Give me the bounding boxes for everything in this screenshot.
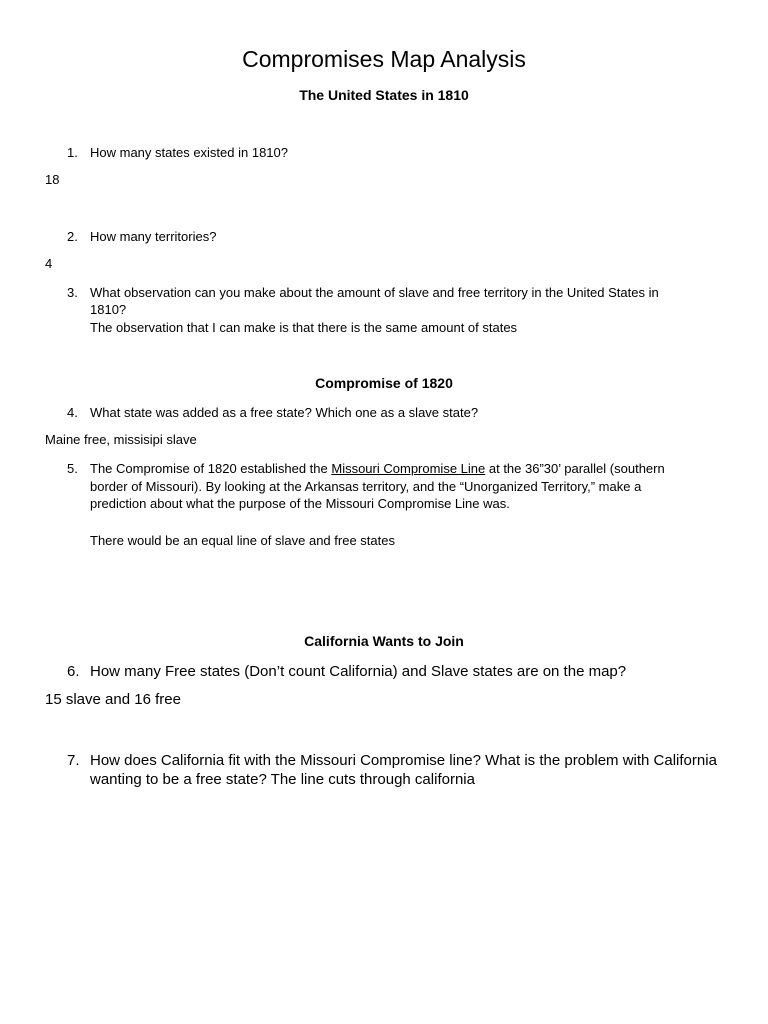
answer-2: 4 xyxy=(45,256,53,271)
question-number: 2. xyxy=(67,229,78,244)
page-title: Compromises Map Analysis xyxy=(242,46,526,72)
question-text-line1 xyxy=(90,460,665,477)
section-heading-1810: The United States in 1810 xyxy=(299,87,469,103)
answer-5: There would be an equal line of slave and free states xyxy=(90,533,395,548)
question-number: 1. xyxy=(67,145,78,160)
question-text-line3: prediction about what the purpose of the Missouri Compromise Line was. xyxy=(90,496,510,511)
question-text: What state was added as a free state? Which one as a slave state? xyxy=(90,405,479,420)
question-text: How many territories? xyxy=(90,229,217,244)
section-heading-california: California Wants to Join xyxy=(304,633,464,649)
question-number: 7. xyxy=(67,752,80,769)
question-text-line1: What observation can you make about the amount of slave and free territory in the United States in xyxy=(90,285,659,300)
missouri-compromise-line-underlined: Missouri Compromise Line xyxy=(331,461,486,476)
question-text-line2: wanting to be a free state? The line cuts through california xyxy=(90,771,475,788)
question-text: How many states existed in 1810? xyxy=(90,145,288,160)
answer-4: Maine free, missisipi slave xyxy=(45,432,197,447)
question-text-line2: border of Missouri). By looking at the Arkansas territory, and the “Unorganized Territory,” make a xyxy=(90,479,642,494)
question-text-part: at the 36”30’ parallel (southern xyxy=(485,461,665,476)
question-number: 4. xyxy=(67,405,78,420)
answer-6: 15 slave and 16 free xyxy=(45,691,181,708)
question-text-part: The Compromise of 1820 established the xyxy=(90,461,332,476)
question-number: 6. xyxy=(67,663,80,680)
question-text-line1: How does California fit with the Missouri Compromise line? What is the problem with California xyxy=(90,752,717,769)
section-heading-1820: Compromise of 1820 xyxy=(315,375,453,391)
answer-1: 18 xyxy=(45,172,60,187)
question-number: 3. xyxy=(67,285,78,300)
question-text-line2: 1810? xyxy=(90,302,127,317)
answer-3: The observation that I can make is that there is the same amount of states xyxy=(90,320,518,335)
question-number: 5. xyxy=(67,461,78,476)
question-text: How many Free states (Don’t count California) and Slave states are on the map? xyxy=(90,663,627,680)
